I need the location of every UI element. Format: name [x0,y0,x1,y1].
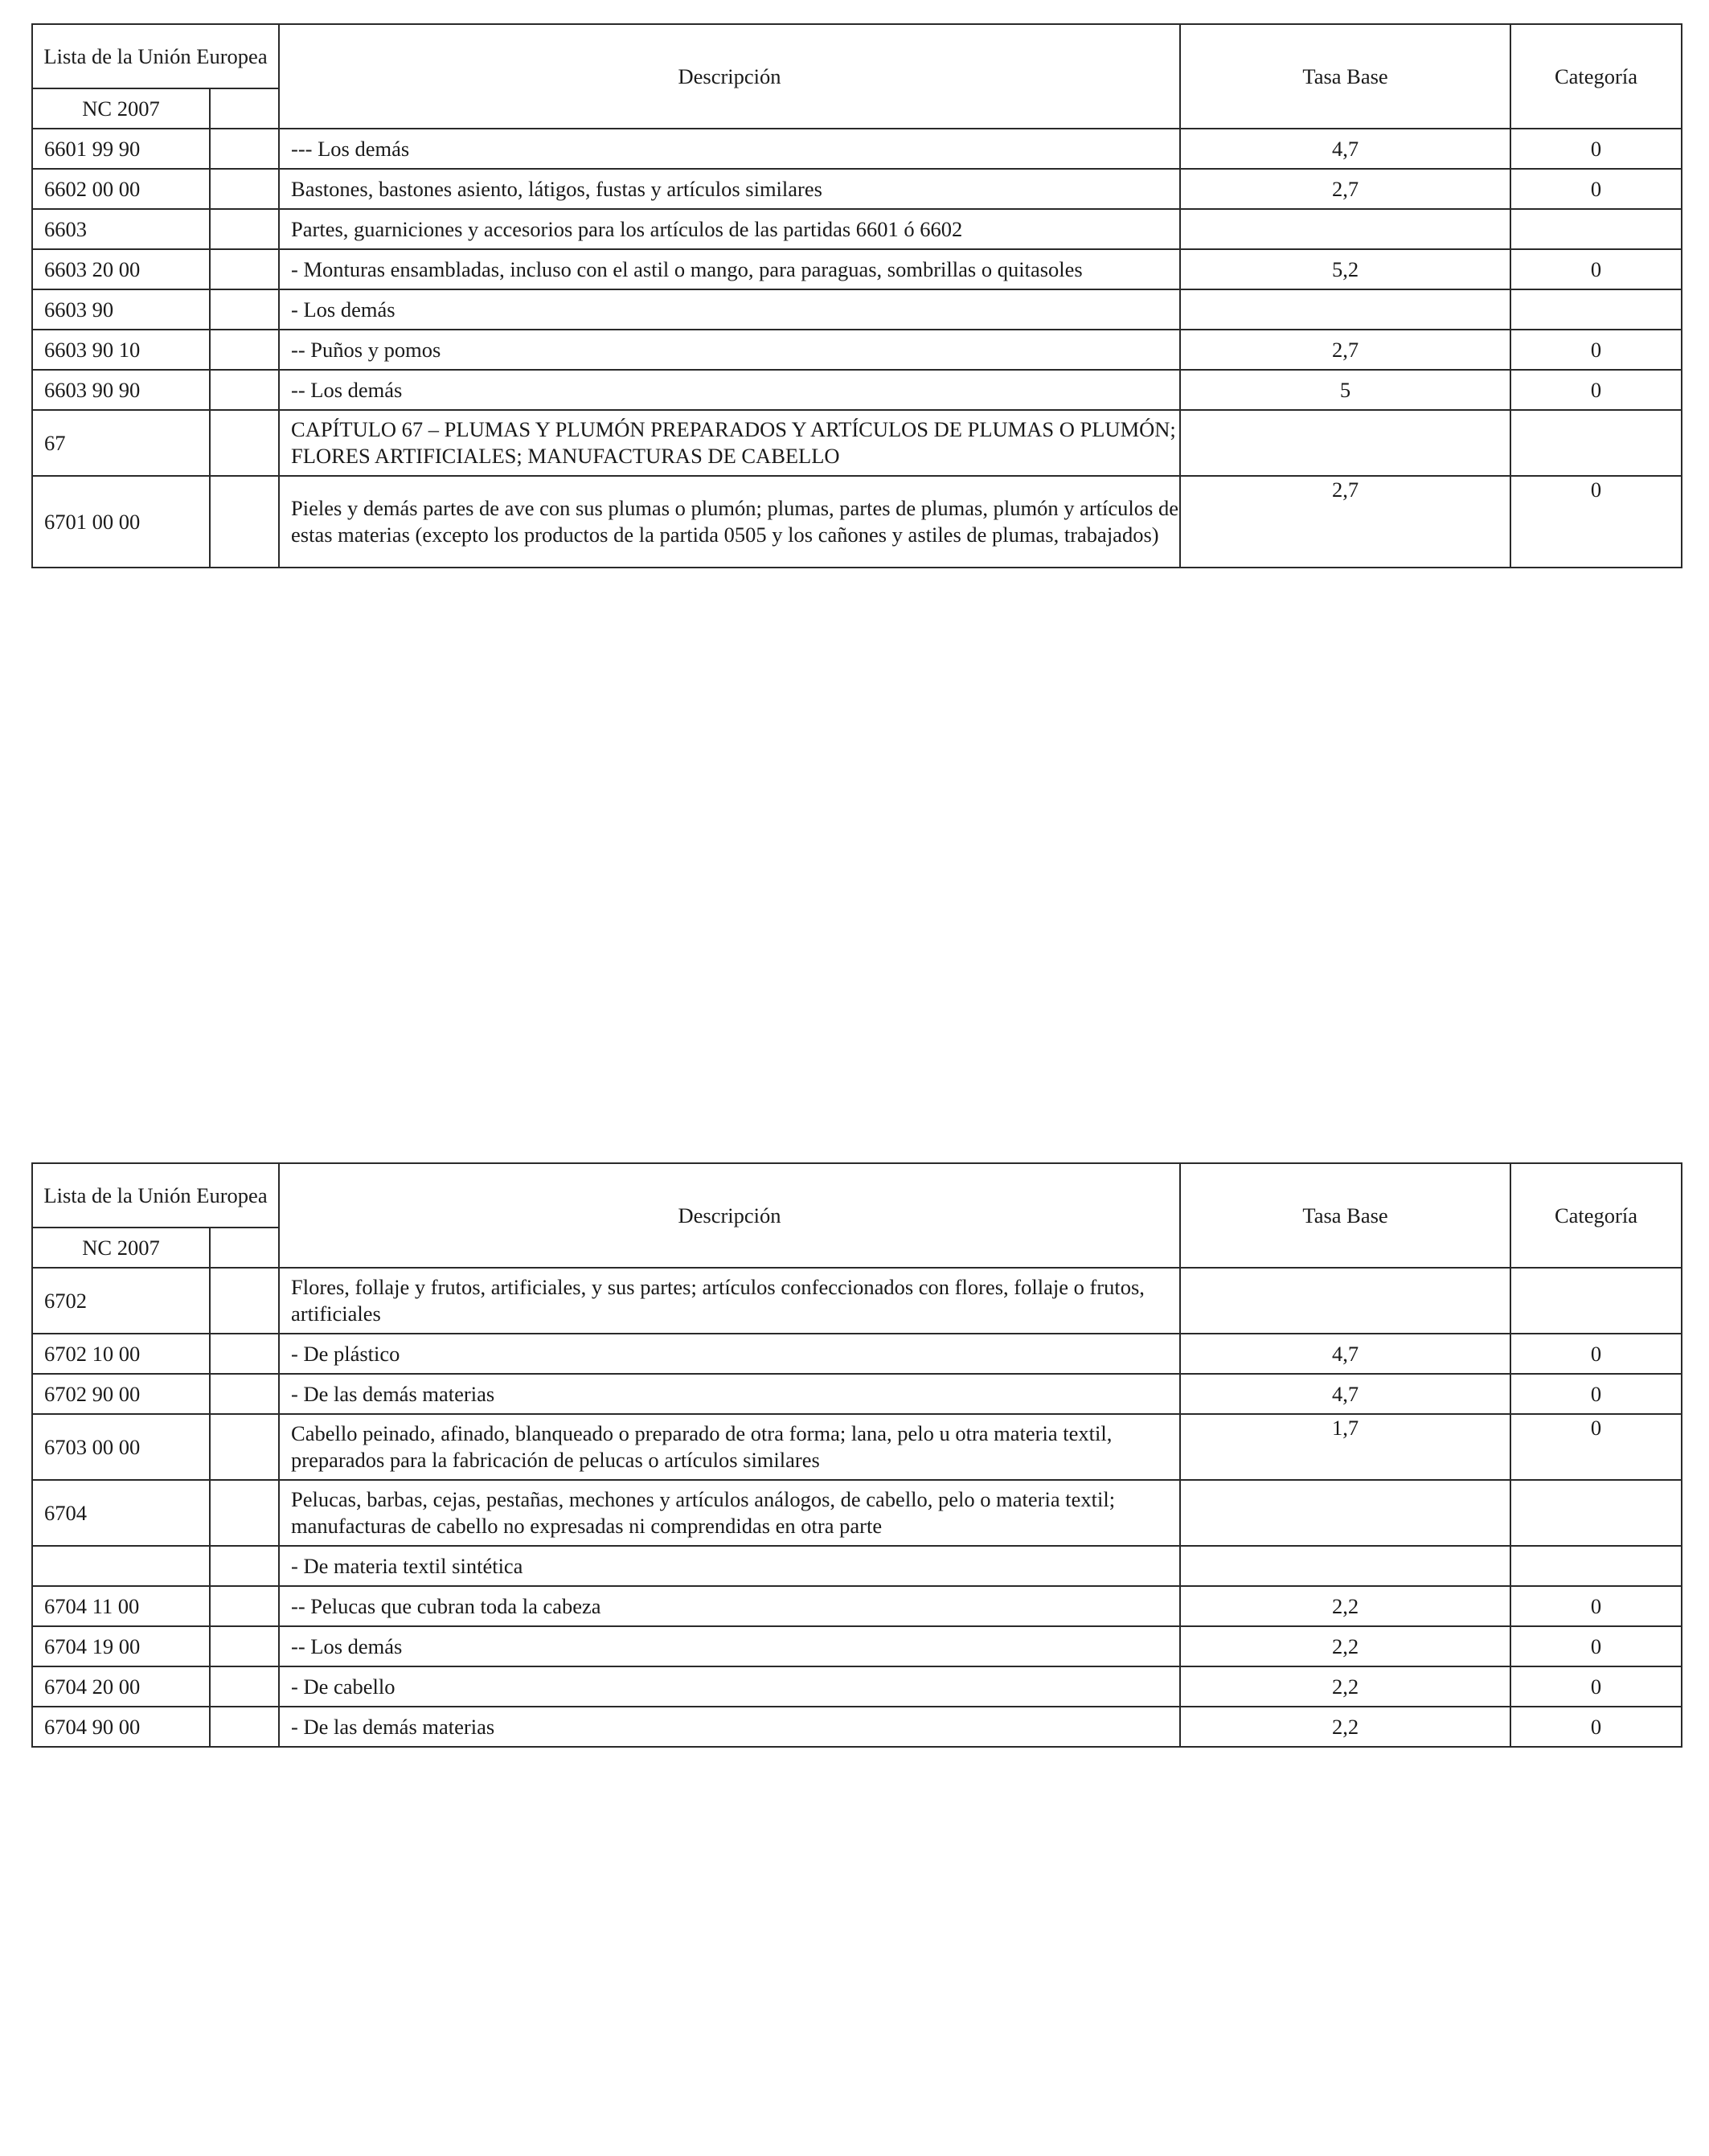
cn-code-cell: 6603 [32,209,210,249]
cn-code-cell: 6601 99 90 [32,129,210,169]
header-category: Categoría [1510,1163,1682,1268]
category-cell [1510,209,1682,249]
category-cell: 0 [1510,1666,1682,1707]
category-cell: 0 [1510,476,1682,568]
blank-cell [210,1666,279,1707]
category-cell: 0 [1510,1374,1682,1414]
tariff-table-2 [31,1162,1682,1748]
blank-cell [210,330,279,370]
header-nc-label: NC 2007 [32,1228,210,1268]
description-cell: Bastones, bastones asiento, látigos, fustas y artículos similares [279,169,1180,209]
cn-code-cell: 6602 00 00 [32,169,210,209]
header-blank-cell [210,88,279,129]
table-row [32,1374,1682,1414]
base-rate-cell [1180,410,1510,476]
table-row [32,1586,1682,1626]
description-cell: -- Pelucas que cubran toda la cabeza [279,1586,1180,1626]
table-row [32,1626,1682,1666]
category-cell [1510,289,1682,330]
base-rate-cell [1180,209,1510,249]
description-cell: CAPÍTULO 67 – PLUMAS Y PLUMÓN PREPARADOS Y ARTÍCULOS DE PLUMAS O PLUMÓN; FLORES ARTIFICIALES; MANUFACTURAS DE CABELLO [279,410,1180,476]
table-row [32,249,1682,289]
blank-cell [210,1707,279,1747]
category-cell [1510,1546,1682,1586]
table-row [32,370,1682,410]
blank-cell [210,209,279,249]
category-cell [1510,1268,1682,1334]
blank-cell [210,1334,279,1374]
header-description: Descripción [279,1163,1180,1268]
header-list-label: Lista de la Unión Europea [32,1163,279,1228]
description-cell: Flores, follaje y frutos, artificiales, y sus partes; artículos confeccionados con flores, follaje o frutos, artificiales [279,1268,1180,1334]
description-cell: Pieles y demás partes de ave con sus plumas o plumón; plumas, partes de plumas, plumón y artículos de estas materias (excepto los productos de la partida 0505 y los cañones y astiles de plumas, trabajados) [279,476,1180,568]
base-rate-cell: 5 [1180,370,1510,410]
category-cell [1510,1480,1682,1546]
blank-cell [210,169,279,209]
category-cell: 0 [1510,1707,1682,1747]
table-row [32,476,1682,568]
blank-cell [210,1626,279,1666]
description-cell: Pelucas, barbas, cejas, pestañas, mechones y artículos análogos, de cabello, pelo o materia textil; manufacturas de cabello no expresadas ni comprendidas en otra parte [279,1480,1180,1546]
table-row [32,209,1682,249]
blank-cell [210,410,279,476]
base-rate-cell: 4,7 [1180,1334,1510,1374]
description-cell: - Monturas ensambladas, incluso con el astil o mango, para paraguas, sombrillas o quitasoles [279,249,1180,289]
cn-code-cell [32,1546,210,1586]
description-cell: - De plástico [279,1334,1180,1374]
cn-code-cell: 6704 11 00 [32,1586,210,1626]
blank-cell [210,289,279,330]
base-rate-cell: 4,7 [1180,129,1510,169]
blank-cell [210,1586,279,1626]
table-row [32,1666,1682,1707]
cn-code-cell: 6704 20 00 [32,1666,210,1707]
description-cell: --- Los demás [279,129,1180,169]
base-rate-cell: 2,7 [1180,330,1510,370]
blank-cell [210,129,279,169]
base-rate-cell [1180,289,1510,330]
base-rate-cell: 2,7 [1180,169,1510,209]
tariff-table-1 [31,23,1682,568]
cn-code-cell: 67 [32,410,210,476]
blank-cell [210,1414,279,1480]
category-cell: 0 [1510,1586,1682,1626]
table-row [32,1707,1682,1747]
base-rate-cell [1180,1546,1510,1586]
header-nc-label: NC 2007 [32,88,210,129]
blank-cell [210,249,279,289]
header-description: Descripción [279,24,1180,129]
table-row [32,1414,1682,1480]
table-row [32,1334,1682,1374]
cn-code-cell: 6702 90 00 [32,1374,210,1414]
header-blank-cell [210,1228,279,1268]
table-row [32,410,1682,476]
description-cell: - De las demás materias [279,1707,1180,1747]
cn-code-cell: 6704 19 00 [32,1626,210,1666]
base-rate-cell: 2,2 [1180,1666,1510,1707]
header-row [32,1163,1682,1228]
cn-code-cell: 6704 [32,1480,210,1546]
base-rate-cell: 2,2 [1180,1586,1510,1626]
base-rate-cell: 1,7 [1180,1414,1510,1480]
cn-code-cell: 6603 90 90 [32,370,210,410]
cn-code-cell: 6703 00 00 [32,1414,210,1480]
blank-cell [210,1480,279,1546]
table-row [32,289,1682,330]
table-row [32,129,1682,169]
table-row [32,169,1682,209]
header-base-rate: Tasa Base [1180,24,1510,129]
description-cell: - De las demás materias [279,1374,1180,1414]
cn-code-cell: 6603 90 [32,289,210,330]
blank-cell [210,1268,279,1334]
description-cell: Partes, guarniciones y accesorios para los artículos de las partidas 6601 ó 6602 [279,209,1180,249]
category-cell: 0 [1510,1334,1682,1374]
cn-code-cell: 6701 00 00 [32,476,210,568]
category-cell: 0 [1510,330,1682,370]
base-rate-cell: 2,7 [1180,476,1510,568]
blank-cell [210,1374,279,1414]
category-cell [1510,410,1682,476]
description-cell: -- Los demás [279,1626,1180,1666]
base-rate-cell: 4,7 [1180,1374,1510,1414]
base-rate-cell: 5,2 [1180,249,1510,289]
description-cell: Cabello peinado, afinado, blanqueado o preparado de otra forma; lana, pelo u otra materia textil, preparados para la fabricación de pelucas o artículos similares [279,1414,1180,1480]
cn-code-cell: 6603 20 00 [32,249,210,289]
description-cell: - De cabello [279,1666,1180,1707]
base-rate-cell [1180,1480,1510,1546]
category-cell: 0 [1510,1414,1682,1480]
table-row [32,330,1682,370]
description-cell: - De materia textil sintética [279,1546,1180,1586]
category-cell: 0 [1510,249,1682,289]
cn-code-cell: 6702 [32,1268,210,1334]
blank-cell [210,476,279,568]
description-cell: - Los demás [279,289,1180,330]
header-base-rate: Tasa Base [1180,1163,1510,1268]
table-row [32,1480,1682,1546]
category-cell: 0 [1510,1626,1682,1666]
description-cell: -- Puños y pomos [279,330,1180,370]
cn-code-cell: 6704 90 00 [32,1707,210,1747]
table-row [32,1268,1682,1334]
table-row [32,1546,1682,1586]
category-cell: 0 [1510,370,1682,410]
category-cell: 0 [1510,129,1682,169]
base-rate-cell: 2,2 [1180,1707,1510,1747]
header-row [32,24,1682,88]
base-rate-cell: 2,2 [1180,1626,1510,1666]
base-rate-cell [1180,1268,1510,1334]
blank-cell [210,1546,279,1586]
blank-cell [210,370,279,410]
category-cell: 0 [1510,169,1682,209]
header-list-label: Lista de la Unión Europea [32,24,279,88]
header-category: Categoría [1510,24,1682,129]
cn-code-cell: 6702 10 00 [32,1334,210,1374]
cn-code-cell: 6603 90 10 [32,330,210,370]
description-cell: -- Los demás [279,370,1180,410]
